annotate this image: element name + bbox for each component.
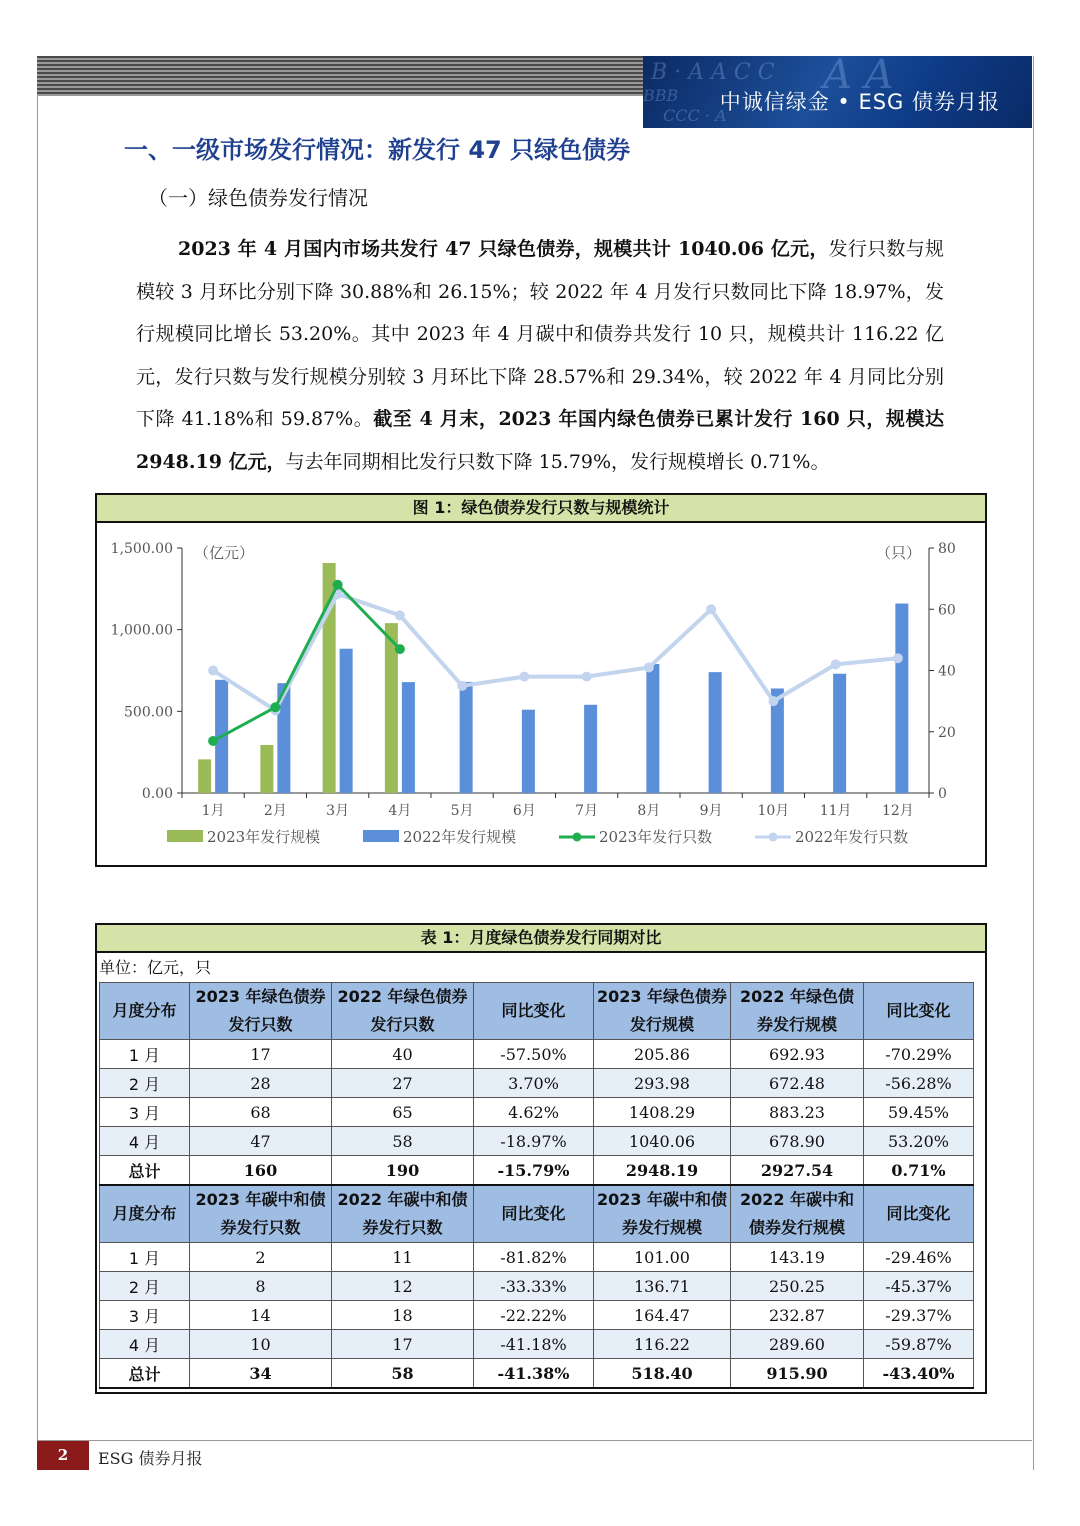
legend-marker — [573, 833, 582, 842]
header-banner: B · A A C C BBB CCC · A A A 中诚信绿金 • ESG 债券月报 — [643, 56, 1032, 128]
table-cell: 518.40 — [594, 1359, 731, 1389]
table-cell: 190 — [332, 1156, 474, 1186]
table-cell: 672.48 — [731, 1069, 864, 1098]
left-tick-label: 1,000.00 — [110, 622, 173, 639]
x-tick-label: 3月 — [326, 803, 350, 819]
table-cell: 47 — [190, 1127, 332, 1156]
x-tick-label: 2月 — [263, 803, 287, 819]
table-cell: 678.90 — [731, 1127, 864, 1156]
table-cell: 总计 — [100, 1156, 190, 1186]
green-table-row — [100, 1127, 974, 1156]
para-text-2: 与去年同期相比发行只数下降 15.79%，发行规模增长 0.71%。 — [285, 450, 830, 473]
bar-2022 — [340, 649, 353, 793]
count-2023-point — [208, 736, 218, 746]
bar-2023 — [260, 745, 273, 793]
header-cell: 2023 年绿色债券发行规模 — [594, 983, 731, 1040]
table-cell: -33.33% — [474, 1272, 594, 1301]
table-cell: -22.22% — [474, 1301, 594, 1330]
page-number: 2 — [37, 1441, 89, 1470]
table-cell: 68 — [190, 1098, 332, 1127]
bar-2022 — [584, 705, 597, 793]
para-bold-1: 2023 年 4 月国内市场共发行 47 只绿色债券，规模共计 1040.06 亿元， — [178, 238, 829, 260]
bar-2022 — [895, 604, 908, 793]
table-cell: 14 — [190, 1301, 332, 1330]
table-cell: 205.86 — [594, 1040, 731, 1069]
left-tick-label: 500.00 — [124, 704, 173, 721]
table-cell: 232.87 — [731, 1301, 864, 1330]
count-2022-point — [706, 604, 716, 614]
table-cell: 2 月 — [100, 1069, 190, 1098]
table-cell: 883.23 — [731, 1098, 864, 1127]
table-cell: 3 月 — [100, 1098, 190, 1127]
table-cell: 18 — [332, 1301, 474, 1330]
left-axis-label: （亿元） — [194, 544, 255, 562]
table-cell: 143.19 — [731, 1243, 864, 1272]
right-tick-label: 0 — [938, 786, 947, 802]
right-tick-label: 60 — [938, 602, 956, 619]
header-cell: 2023 年绿色债券发行只数 — [190, 983, 332, 1040]
bar-2022 — [833, 674, 846, 793]
table-cell: -43.40% — [864, 1359, 974, 1389]
right-axis-label: （只） — [875, 544, 921, 562]
table-cell: 1 月 — [100, 1243, 190, 1272]
table-cell: -45.37% — [864, 1272, 974, 1301]
bar-2022 — [709, 672, 722, 793]
table-cell: 28 — [190, 1069, 332, 1098]
legend-marker — [769, 833, 778, 842]
table-cell: 2 月 — [100, 1272, 190, 1301]
x-tick-label: 1月 — [201, 803, 225, 819]
header-cell: 同比变化 — [864, 1185, 974, 1243]
header-cell: 2023 年碳中和债券发行规模 — [594, 1185, 731, 1243]
table-cell: 2927.54 — [731, 1156, 864, 1186]
table-cell: -15.79% — [474, 1156, 594, 1186]
right-tick-label: 40 — [938, 663, 956, 680]
table-cell: 11 — [332, 1243, 474, 1272]
table-cell: 101.00 — [594, 1243, 731, 1272]
left-tick-label: 1,500.00 — [110, 541, 173, 557]
legend-swatch — [363, 830, 399, 842]
x-tick-label: 12月 — [881, 803, 914, 819]
table-cell: 65 — [332, 1098, 474, 1127]
table-cell: 59.45% — [864, 1098, 974, 1127]
carbon-table-row — [100, 1330, 974, 1359]
table-cell: -29.46% — [864, 1243, 974, 1272]
header-cell: 同比变化 — [474, 1185, 594, 1243]
count-2022-point — [519, 672, 529, 682]
right-tick-label: 80 — [938, 541, 956, 557]
count-2023-line — [213, 585, 400, 741]
legend-label: 2023年发行规模 — [207, 828, 321, 846]
header-cell: 2022 年碳中和债券发行规模 — [731, 1185, 864, 1243]
bar-2023 — [198, 759, 211, 793]
x-tick-label: 8月 — [637, 803, 661, 819]
header-stripes — [37, 56, 643, 96]
table-cell: 164.47 — [594, 1301, 731, 1330]
table-cell: 1040.06 — [594, 1127, 731, 1156]
header-cell: 2023 年碳中和债券发行只数 — [190, 1185, 332, 1243]
table-caption: 表 1：月度绿色债券发行同期对比 — [97, 925, 985, 953]
table-cell: 3.70% — [474, 1069, 594, 1098]
count-2022-point — [831, 659, 841, 669]
carbon-table-row — [100, 1301, 974, 1330]
x-tick-label: 10月 — [757, 803, 790, 819]
legend-swatch — [167, 830, 203, 842]
header-cell: 2022 年绿色债券发行只数 — [332, 983, 474, 1040]
table-cell: 58 — [332, 1359, 474, 1389]
table-cell: 915.90 — [731, 1359, 864, 1389]
table-cell: 27 — [332, 1069, 474, 1098]
count-2023-point — [270, 702, 280, 712]
table-cell: 116.22 — [594, 1330, 731, 1359]
table-cell: 1 月 — [100, 1040, 190, 1069]
table-cell: 3 月 — [100, 1301, 190, 1330]
green-table-row — [100, 1069, 974, 1098]
green-total-row — [100, 1156, 974, 1186]
table-cell: 总计 — [100, 1359, 190, 1389]
table-cell: 4 月 — [100, 1127, 190, 1156]
count-2022-point — [644, 662, 654, 672]
para-bold-2: 截至 4 月末，2023 年国内绿色债券已累计发行 160 只，规模达 2948.19 亿元， — [136, 408, 944, 473]
banner-title: 中诚信绿金 • ESG 债券月报 — [719, 90, 1000, 114]
table-cell: -81.82% — [474, 1243, 594, 1272]
x-tick-label: 6月 — [512, 803, 536, 819]
table-cell: 2 — [190, 1243, 332, 1272]
table-cell: -57.50% — [474, 1040, 594, 1069]
table-cell: 17 — [190, 1040, 332, 1069]
figure-box — [95, 493, 987, 867]
header-cell: 同比变化 — [474, 983, 594, 1040]
table-cell: -70.29% — [864, 1040, 974, 1069]
x-tick-label: 7月 — [575, 803, 599, 819]
table-cell: 2948.19 — [594, 1156, 731, 1186]
header-cell: 2022 年碳中和债券发行只数 — [332, 1185, 474, 1243]
table-cell: 692.93 — [731, 1040, 864, 1069]
count-2022-point — [768, 696, 778, 706]
bar-2022 — [522, 710, 535, 793]
table-cell: 40 — [332, 1040, 474, 1069]
carbon-total-row — [100, 1359, 974, 1389]
header-cell: 2022 年绿色债券发行规模 — [731, 983, 864, 1040]
comparison-table — [99, 982, 974, 1389]
issuance-chart — [97, 523, 985, 865]
legend-label: 2022年发行只数 — [795, 828, 909, 846]
table-cell: 250.25 — [731, 1272, 864, 1301]
left-tick-label: 0.00 — [141, 786, 173, 802]
table-box — [95, 923, 987, 1394]
table-cell: 0.71% — [864, 1156, 974, 1186]
table-cell: 289.60 — [731, 1330, 864, 1359]
count-2022-point — [208, 666, 218, 676]
count-2022-point — [395, 610, 405, 620]
para-text-1: 发行只数与规模较 3 月环比分别下降 30.88%和 26.15%；较 2022 年 4 月发行只数同比下降 18.97%，发行规模同比增长 53.20%。其中 2023 年 4 月碳中和债券共发行 10 只，规模共计 116.22 亿元，发行只数与发行规模分别较 3 月环比下降 28.57%和 29.34%，较 2022 年 4 月同比分别下降 41.18%和 59.87%。 — [136, 238, 944, 430]
x-tick-label: 11月 — [819, 803, 852, 819]
table-cell: 293.98 — [594, 1069, 731, 1098]
bar-2022 — [402, 682, 415, 793]
figure-caption: 图 1：绿色债券发行只数与规模统计 — [97, 495, 985, 523]
table-cell: 10 — [190, 1330, 332, 1359]
count-2022-line — [213, 594, 898, 710]
legend-label: 2023年发行只数 — [599, 828, 713, 846]
footer-line — [37, 1440, 1032, 1441]
table-cell: -18.97% — [474, 1127, 594, 1156]
count-2023-point — [333, 580, 343, 590]
header-cell: 月度分布 — [100, 1185, 190, 1243]
table-cell: -59.87% — [864, 1330, 974, 1359]
green-table-row — [100, 1098, 974, 1127]
x-tick-label: 5月 — [450, 803, 474, 819]
table-cell: 8 — [190, 1272, 332, 1301]
table-unit: 单位：亿元，只 — [99, 958, 212, 977]
carbon-header-row — [100, 1185, 974, 1243]
subsection-title: （一）绿色债券发行情况 — [148, 186, 368, 210]
count-2022-point — [582, 672, 592, 682]
green-table-row — [100, 1040, 974, 1069]
x-tick-label: 4月 — [388, 803, 412, 819]
table-cell: 34 — [190, 1359, 332, 1389]
bar-2022 — [460, 682, 473, 793]
count-2022-point — [893, 653, 903, 663]
table-cell: 12 — [332, 1272, 474, 1301]
carbon-table-row — [100, 1272, 974, 1301]
header-cell: 同比变化 — [864, 983, 974, 1040]
header-cell: 月度分布 — [100, 983, 190, 1040]
count-2022-point — [457, 681, 467, 691]
table-cell: 4.62% — [474, 1098, 594, 1127]
table-cell: -41.18% — [474, 1330, 594, 1359]
table-cell: 136.71 — [594, 1272, 731, 1301]
table-cell: -29.37% — [864, 1301, 974, 1330]
body-paragraph — [136, 228, 944, 483]
table-cell: 58 — [332, 1127, 474, 1156]
table-cell: 160 — [190, 1156, 332, 1186]
footer-text: ESG 债券月报 — [98, 1449, 203, 1468]
table-cell: 1408.29 — [594, 1098, 731, 1127]
x-tick-label: 9月 — [699, 803, 723, 819]
carbon-table-row — [100, 1243, 974, 1272]
count-2023-point — [395, 644, 405, 654]
section-title: 一、一级市场发行情况：新发行 47 只绿色债券 — [124, 136, 631, 164]
table-cell: 4 月 — [100, 1330, 190, 1359]
bar-2022 — [646, 664, 659, 793]
table-cell: -41.38% — [474, 1359, 594, 1389]
green-header-row — [100, 983, 974, 1040]
table-cell: 53.20% — [864, 1127, 974, 1156]
table-cell: 17 — [332, 1330, 474, 1359]
table-cell: -56.28% — [864, 1069, 974, 1098]
right-tick-label: 20 — [938, 724, 956, 741]
legend-label: 2022年发行规模 — [403, 828, 517, 846]
